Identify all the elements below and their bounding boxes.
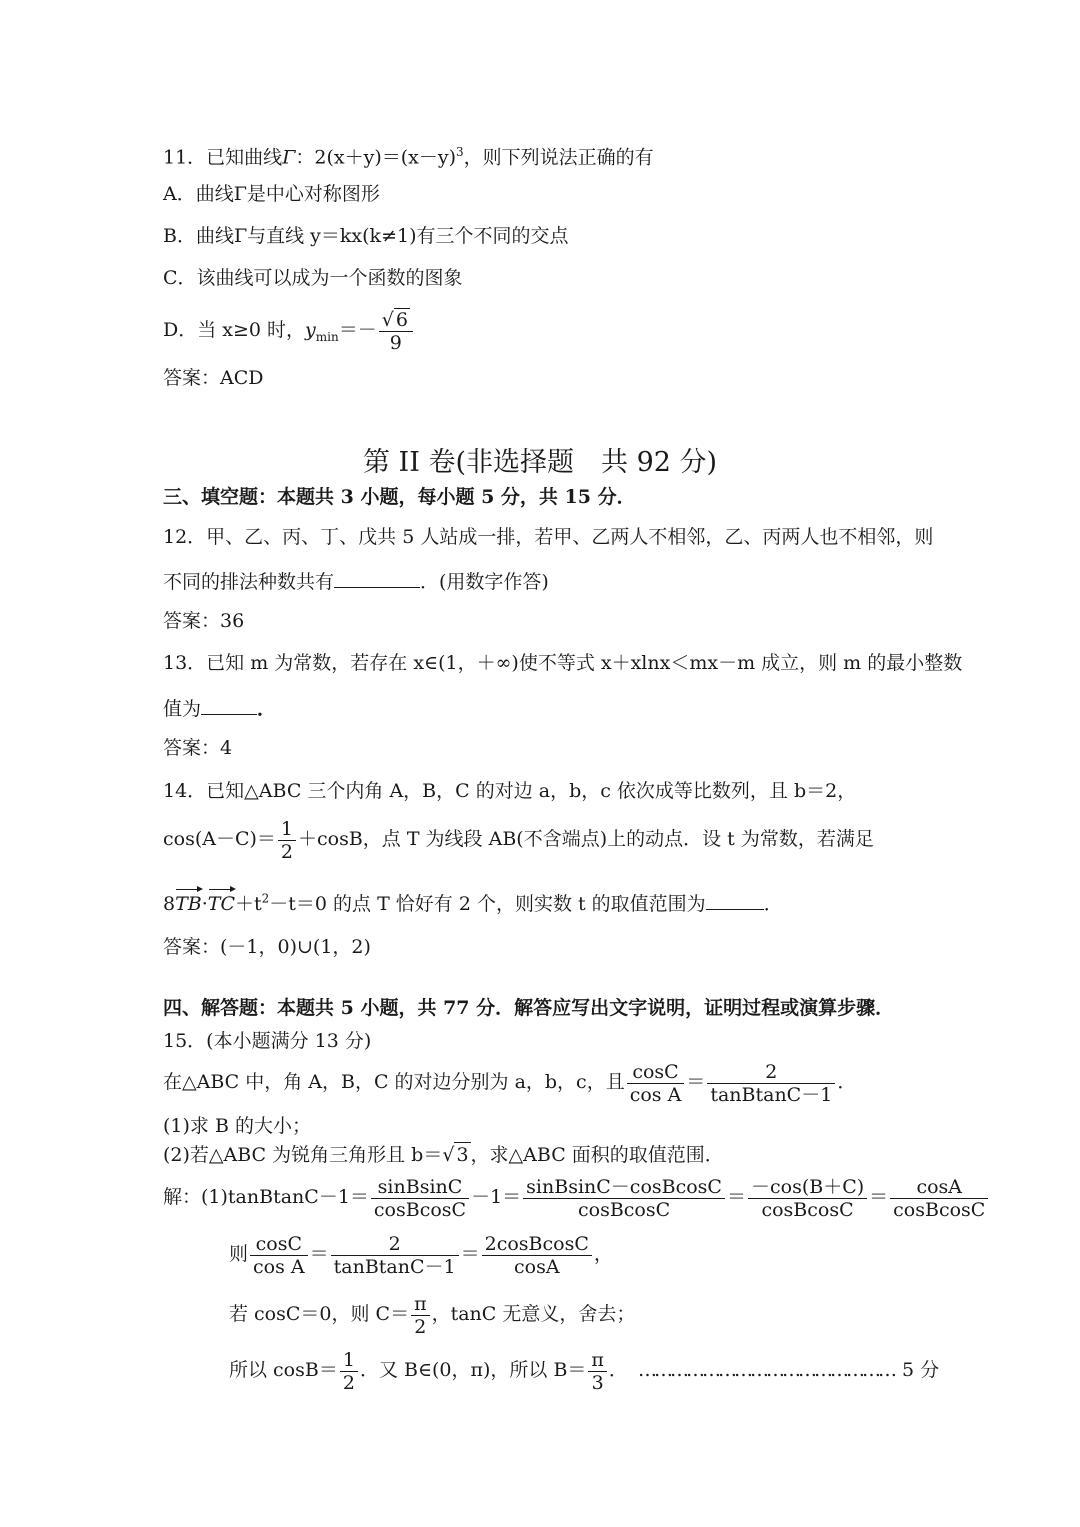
q15-so-end: ． bbox=[608, 1359, 628, 1381]
q15-sol-frac4-den: cosBcosC bbox=[893, 1198, 986, 1221]
q13-answer-blank bbox=[201, 694, 257, 715]
q15-solution-line3 bbox=[229, 1290, 635, 1338]
vector-tb: TB bbox=[175, 886, 202, 916]
q14-line3 bbox=[163, 886, 783, 916]
q15-stem-eq: ＝ bbox=[686, 1071, 706, 1093]
q14-line2-end: ＋cosB，点 T 为线段 AB(不含端点)上的动点．设 t 为常数，若满足 bbox=[298, 828, 874, 850]
q15-stem-end: ． bbox=[837, 1071, 857, 1093]
q15-so-frac2-num: π bbox=[588, 1349, 607, 1372]
q11-eq: ＝－ bbox=[338, 319, 377, 341]
q11-stem bbox=[163, 140, 654, 169]
q15-sol-frac1-den: cosBcosC bbox=[373, 1198, 467, 1221]
q12-answer-blank bbox=[334, 567, 420, 588]
q15-then: 则 bbox=[229, 1243, 249, 1265]
q15-so-text: 所以 cosB＝ bbox=[229, 1359, 338, 1381]
q11-option-b: B．曲线Γ与直线 y＝kx(k≠1)有三个不同的交点 bbox=[163, 225, 569, 247]
q11-gamma: Γ bbox=[282, 146, 296, 169]
q15-so-frac1 bbox=[340, 1349, 358, 1394]
q15-sol-frac3-num: －cos(B＋C) bbox=[748, 1176, 867, 1199]
q14-half-num: 1 bbox=[278, 818, 296, 841]
q12-line2 bbox=[163, 567, 549, 594]
q11-exponent: 3 bbox=[456, 145, 464, 159]
q15-stem-frac2-num: 2 bbox=[707, 1061, 835, 1084]
vector-tc: TC bbox=[208, 886, 235, 916]
q14-line1: 14．已知△ABC 三个内角 A，B，C 的对边 a，b，c 依次成等比数列，且 b＝2， bbox=[163, 780, 857, 802]
q15-sqrt-value: 3 bbox=[456, 1144, 469, 1166]
q14-line3-text: ＋t bbox=[235, 893, 262, 915]
q15-stem-frac1-den: cos A bbox=[629, 1083, 682, 1106]
q11-option-a: A．曲线Γ是中心对称图形 bbox=[163, 183, 380, 205]
q14-answer: 答案：(－1，0)∪(1，2) bbox=[163, 936, 371, 958]
q15-if-num: π bbox=[411, 1293, 430, 1316]
q15-so-middle: ．又 B∈(0，π)，所以 B＝ bbox=[359, 1359, 587, 1381]
q13-line2-end: ． bbox=[257, 698, 277, 720]
q14-answer-blank bbox=[706, 889, 764, 910]
q15-stem-frac1-num: cosC bbox=[627, 1061, 685, 1084]
q12-line2-text: 不同的排法种数共有 bbox=[163, 571, 335, 593]
q15-then-eq2: ＝ bbox=[460, 1243, 480, 1265]
q15-if-end: ，tanC 无意义，舍去； bbox=[431, 1303, 636, 1325]
q11-equation: ：2(x＋y)＝(x－y) bbox=[295, 146, 457, 169]
q15-if-den: 2 bbox=[414, 1315, 427, 1338]
q11-option-c: C．该曲线可以成为一个函数的图象 bbox=[163, 267, 463, 289]
q15-then-frac3-num: 2cosBcosC bbox=[482, 1233, 592, 1256]
q15-header: 15．(本小题满分 13 分) bbox=[163, 1030, 372, 1052]
q15-then-frac1 bbox=[250, 1233, 308, 1278]
q11-stem-text: 11．已知曲线 bbox=[163, 146, 283, 169]
q14-line2-text: cos(A－C)＝ bbox=[163, 828, 276, 850]
q15-part1: (1)求 B 的大小； bbox=[163, 1115, 311, 1137]
q15-then-frac2-num: 2 bbox=[331, 1233, 459, 1256]
q15-sol-frac3-den: cosBcosC bbox=[761, 1198, 854, 1221]
q14-half-fraction bbox=[278, 818, 296, 863]
q15-then-frac3 bbox=[482, 1233, 592, 1278]
part4-heading: 四、解答题：本题共 5 小题，共 77 分．解答应写出文字说明，证明过程或演算步骤． bbox=[163, 997, 895, 1019]
q15-then-frac1-num: cosC bbox=[250, 1233, 308, 1256]
q11-option-d-text: D．当 x≥0 时， bbox=[163, 319, 306, 341]
q15-sol-frac2-num: sinBsinC－cosBcosC bbox=[523, 1176, 725, 1199]
q15-sol-frac1 bbox=[371, 1176, 469, 1221]
q15-so-frac2 bbox=[588, 1349, 607, 1394]
q15-then-frac3-den: cosA bbox=[513, 1255, 560, 1278]
q15-stem-text: 在△ABC 中，角 A，B，C 的对边分别为 a，b，c，且 bbox=[163, 1071, 625, 1093]
q15-sol-frac4-num: cosA bbox=[890, 1176, 988, 1199]
q15-sol-frac4 bbox=[890, 1176, 988, 1221]
q11-option-d bbox=[163, 306, 415, 361]
q15-solution-line1 bbox=[163, 1173, 990, 1221]
q15-so-frac1-den: 2 bbox=[342, 1371, 355, 1394]
section-title: 第 II 卷(非选择题 共 92 分) bbox=[362, 447, 718, 478]
q15-if-text: 若 cosC＝0，则 C＝ bbox=[229, 1303, 410, 1325]
q15-sol-eq1: ＝ bbox=[726, 1186, 746, 1208]
q15-sol-frac1-num: sinBsinC bbox=[371, 1176, 469, 1199]
q15-part2-text: (2)若△ABC 为锐角三角形且 b＝ bbox=[163, 1144, 443, 1166]
q15-sol-frac2-den: cosBcosC bbox=[577, 1198, 671, 1221]
q11-fraction-num: √ 6 bbox=[379, 308, 413, 332]
q15-sol-frac2 bbox=[523, 1176, 725, 1221]
q15-then-frac2-den: tanBtanC－1 bbox=[333, 1255, 456, 1278]
q15-sol-text: 解：(1)tanBtanC－1＝ bbox=[163, 1186, 369, 1208]
q15-if-frac bbox=[411, 1293, 430, 1338]
q11-min-sub: min bbox=[315, 329, 339, 344]
q11-stem-end: ，则下列说法正确的有 bbox=[463, 146, 654, 169]
q15-then-frac2 bbox=[331, 1233, 459, 1278]
q15-stem-frac2-den: tanBtanC－1 bbox=[710, 1083, 833, 1106]
q14-half-den: 2 bbox=[280, 840, 294, 863]
q11-fraction-den: 9 bbox=[389, 332, 402, 354]
q14-exponent: 2 bbox=[261, 891, 270, 906]
q15-stem-frac2 bbox=[707, 1061, 835, 1106]
q15-solution-line2 bbox=[229, 1230, 613, 1278]
q12-answer: 答案：36 bbox=[163, 610, 245, 632]
q15-then-frac1-den: cos A bbox=[253, 1255, 305, 1278]
q15-solution-line4 bbox=[229, 1346, 939, 1394]
q15-part2-end: ，求△ABC 面积的取值范围． bbox=[470, 1144, 724, 1166]
q15-stem-frac1 bbox=[627, 1061, 685, 1106]
q12-line1: 12．甲、乙、丙、丁、戊共 5 人站成一排，若甲、乙两人不相邻，乙、丙两人也不相邻，则 bbox=[163, 526, 934, 548]
q13-answer: 答案：4 bbox=[163, 737, 233, 759]
q14-dot: · bbox=[201, 893, 208, 915]
q15-so-frac1-num: 1 bbox=[340, 1349, 358, 1372]
q14-line3-rest: －t＝0 的点 T 恰好有 2 个，则实数 t 的取值范围为 bbox=[269, 893, 706, 915]
q15-part2: (2)若△ABC 为锐角三角形且 b＝√ 3 ，求△ABC 面积的取值范围． bbox=[163, 1144, 724, 1166]
q15-so-frac2-den: 3 bbox=[591, 1371, 604, 1394]
q15-stem bbox=[163, 1058, 856, 1106]
q15-then-end: ， bbox=[593, 1243, 613, 1265]
q13-line2 bbox=[163, 694, 276, 721]
q15-score-leader: ………………………………………… bbox=[637, 1359, 894, 1381]
q13-line2-text: 值为 bbox=[163, 698, 202, 720]
q11-fraction bbox=[379, 308, 413, 354]
q14-coef: 8 bbox=[163, 893, 176, 915]
q11-sqrt-value: 6 bbox=[395, 309, 408, 331]
q15-sol-eq2: ＝ bbox=[869, 1186, 889, 1208]
q13-line1: 13．已知 m 为常数，若存在 x∈(1，＋∞)使不等式 x＋xlnx＜mx－m 成立，则 m 的最小整数 bbox=[163, 652, 963, 674]
q15-score: 5 分 bbox=[901, 1359, 940, 1381]
q14-line3-end: ． bbox=[763, 893, 783, 915]
q15-then-eq1: ＝ bbox=[309, 1243, 329, 1265]
q14-line2 bbox=[163, 815, 874, 863]
q11-y: y bbox=[305, 319, 316, 341]
part3-heading: 三、填空题：本题共 3 小题，每小题 5 分，共 15 分． bbox=[163, 486, 636, 508]
q11-answer: 答案：ACD bbox=[163, 367, 264, 389]
q12-line2-end: ．(用数字作答) bbox=[420, 571, 549, 593]
q15-sol-minus: －1＝ bbox=[471, 1186, 522, 1208]
q15-sol-frac3 bbox=[748, 1176, 867, 1221]
